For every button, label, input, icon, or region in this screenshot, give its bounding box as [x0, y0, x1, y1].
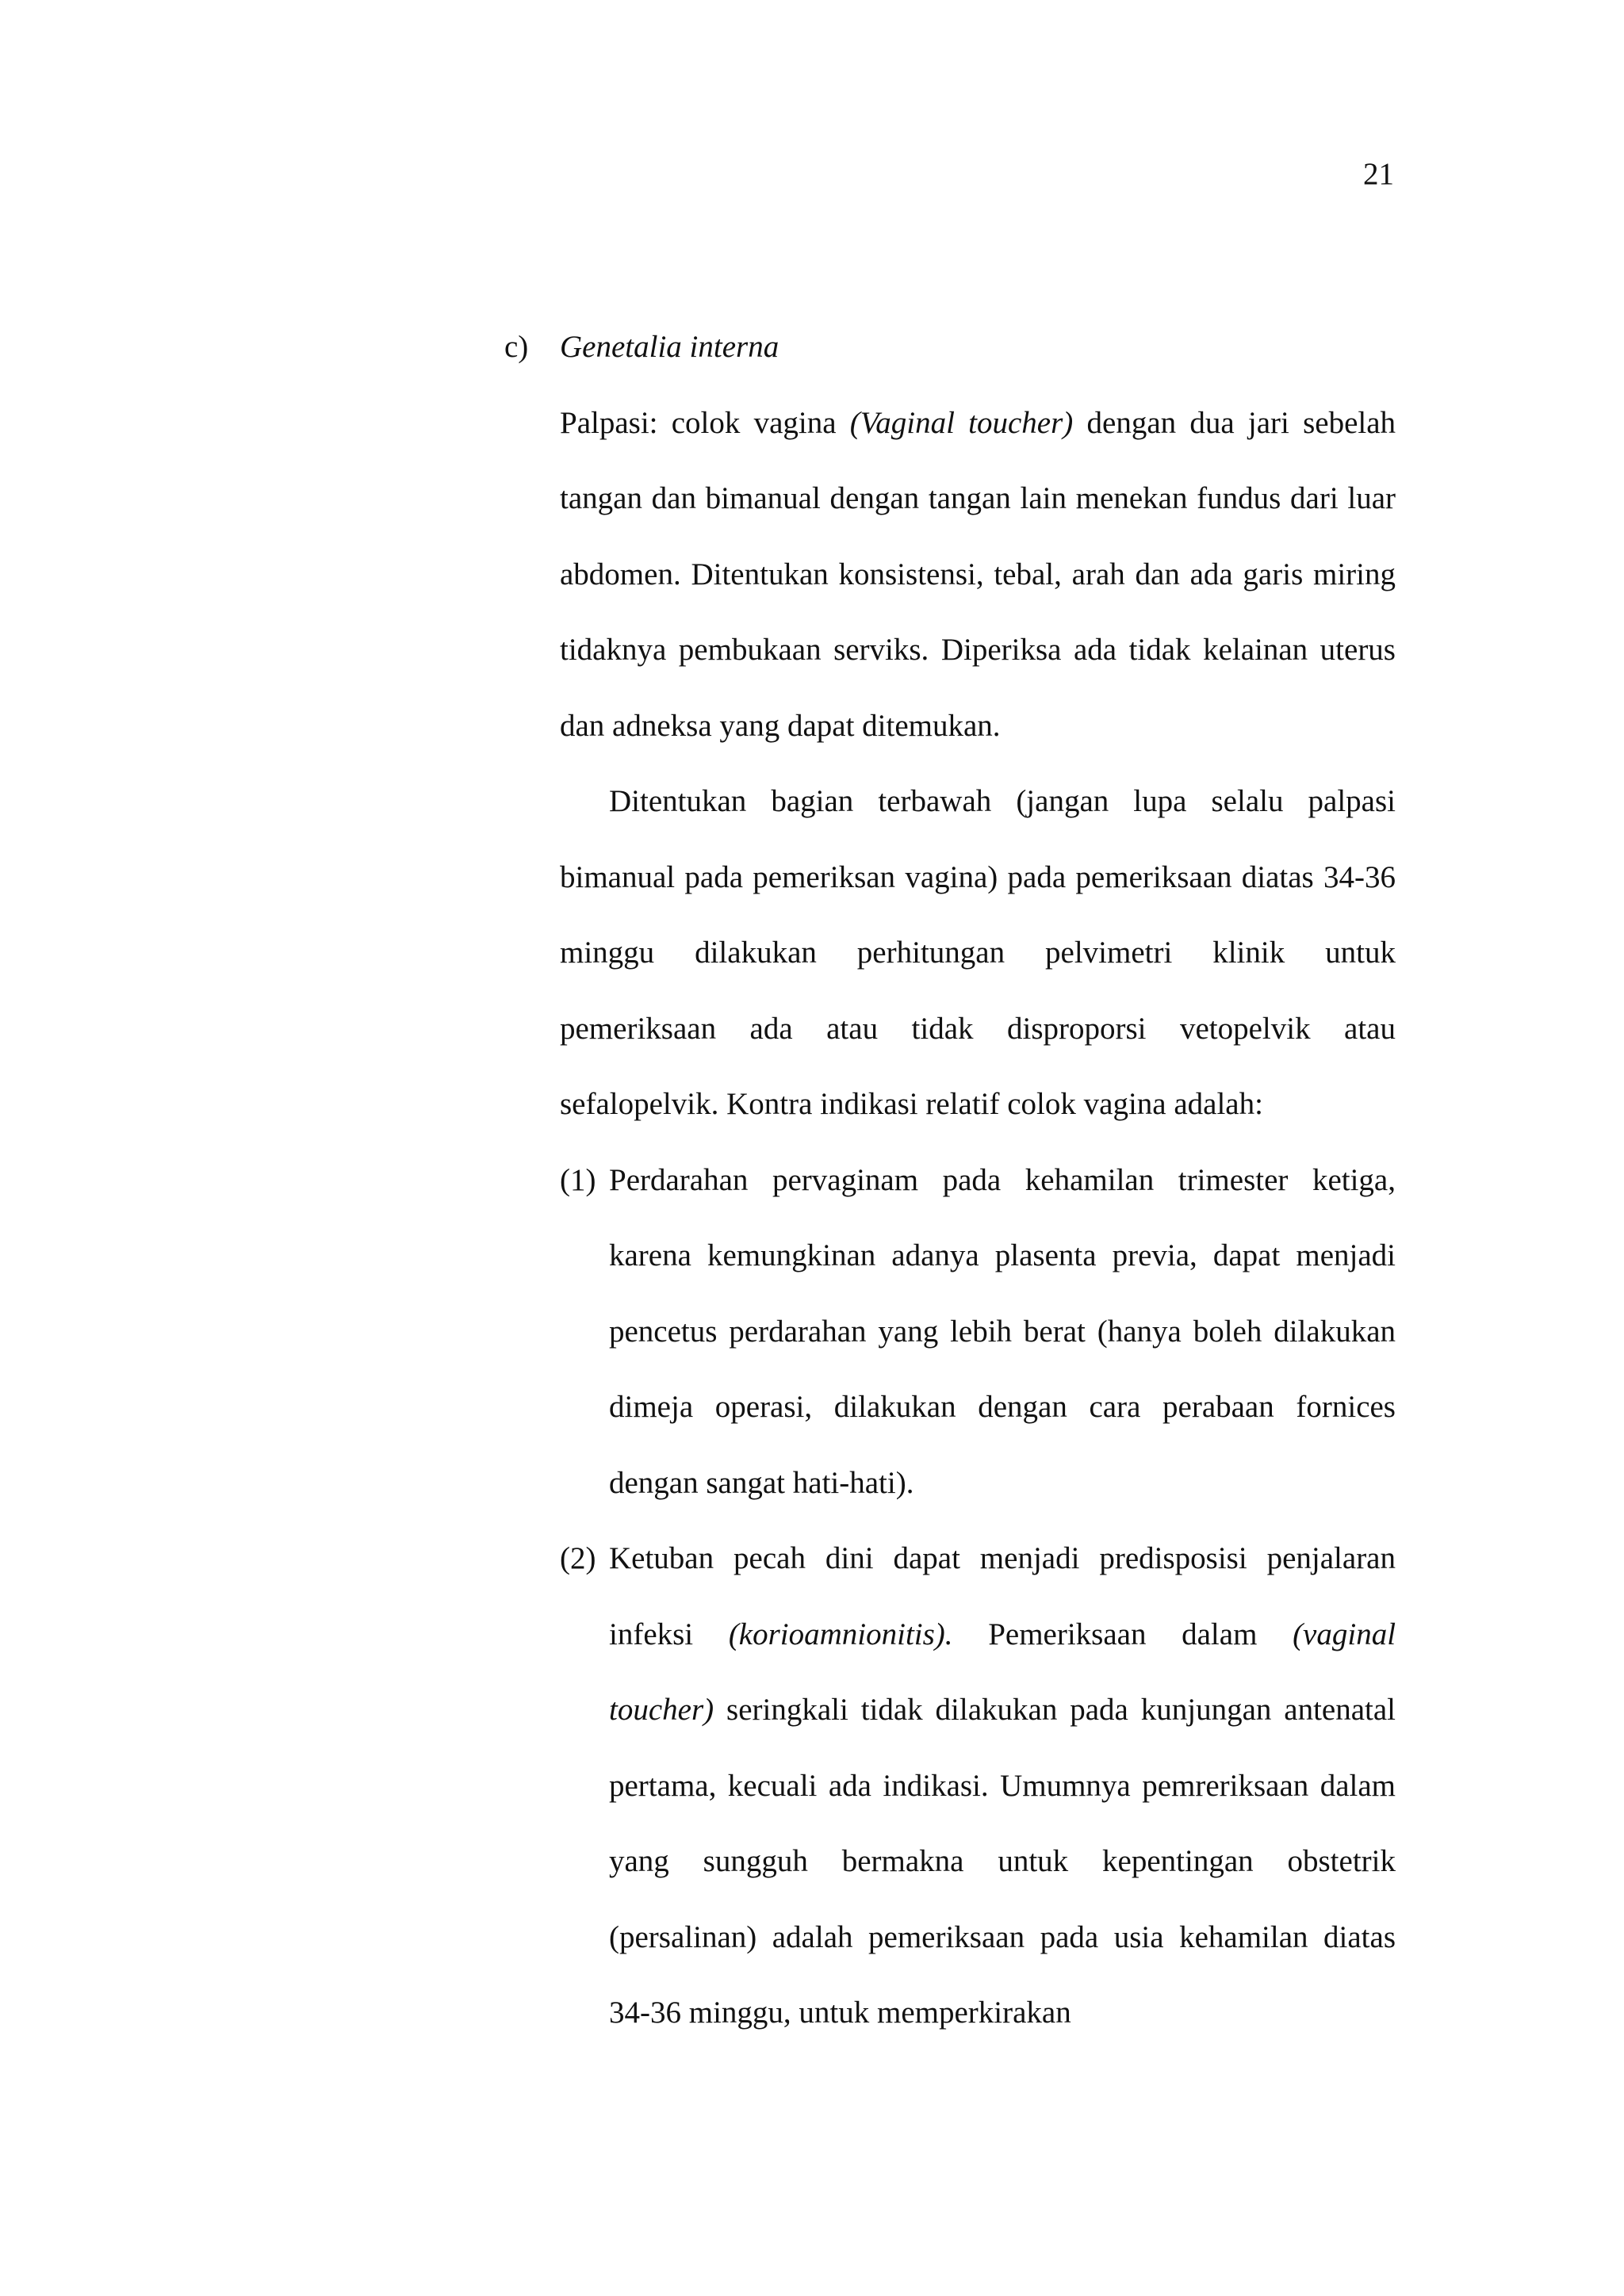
- list-text-1: Perdarahan pervaginam pada kehamilan trimester ketiga, karena kemungkinan adanya plasenta previa, dapat menjadi pencetus perdarahan yang lebih berat (hanya boleh dilakukan dimeja operasi, dilakukan dengan cara perabaan fornices dengan sangat hati-hati).: [609, 1162, 1396, 1500]
- term-vaginal-toucher-2: (vaginal toucher): [609, 1617, 1396, 1727]
- document-body: [504, 309, 1396, 2051]
- term-vaginal-toucher: (Vaginal toucher): [849, 405, 1074, 440]
- list-marker-2: (2): [560, 1541, 596, 1575]
- paragraph-palpasi-lead: Palpasi: colok vagina: [560, 405, 837, 440]
- section-body: [560, 385, 1396, 2051]
- section-heading: [504, 309, 1396, 385]
- paragraph-palpasi-rest: dengan dua jari sebelah tangan dan bimanual dengan tangan lain menekan fundus dari luar abdomen. Ditentukan konsistensi, tebal, arah dan ada garis miring tidaknya pembukaan serviks. Diperiksa ada tidak kelainan uterus dan adneksa yang dapat ditemukan.: [560, 405, 1396, 743]
- page-number: 21: [1363, 157, 1394, 191]
- list-item-1: [560, 1142, 1396, 1521]
- list-text-2-part-c: seringkali tidak dilakukan pada kunjungan antenatal pertama, kecuali ada indikasi. Umumnya pemreriksaan dalam yang sungguh bermakna untuk kepentingan obstetrik (persalinan) adalah pemeriksaan pada usia kehamilan diatas 34-36 minggu, untuk memperkirakan: [609, 1693, 1396, 2030]
- list-text-2: [609, 1521, 1396, 2051]
- list-text-2-part-b: Pemeriksaan dalam: [988, 1617, 1258, 1651]
- section-letter: c): [504, 330, 529, 364]
- paragraph-bagian-terbawah: Ditentukan bagian terbawah (jangan lupa selalu palpasi bimanual pada pemeriksan vagina) pada pemeriksaan diatas 34-36 minggu dilakukan perhitungan pelvimetri klinik untuk pemeriksaan ada atau tidak disproporsi vetopelvik atau sefalopelvik. Kontra indikasi relatif colok vagina adalah:: [560, 784, 1396, 1121]
- list-text-2-part-a: Ketuban pecah dini dapat menjadi predisposisi penjalaran infeksi: [609, 1541, 1396, 1651]
- term-korioamnionitis: (korioamnionitis).: [728, 1617, 953, 1651]
- paragraph-palpasi: [560, 385, 1396, 764]
- list-marker-1: (1): [560, 1162, 596, 1197]
- section-title: Genetalia interna: [560, 330, 779, 364]
- list-item-2: [560, 1521, 1396, 2051]
